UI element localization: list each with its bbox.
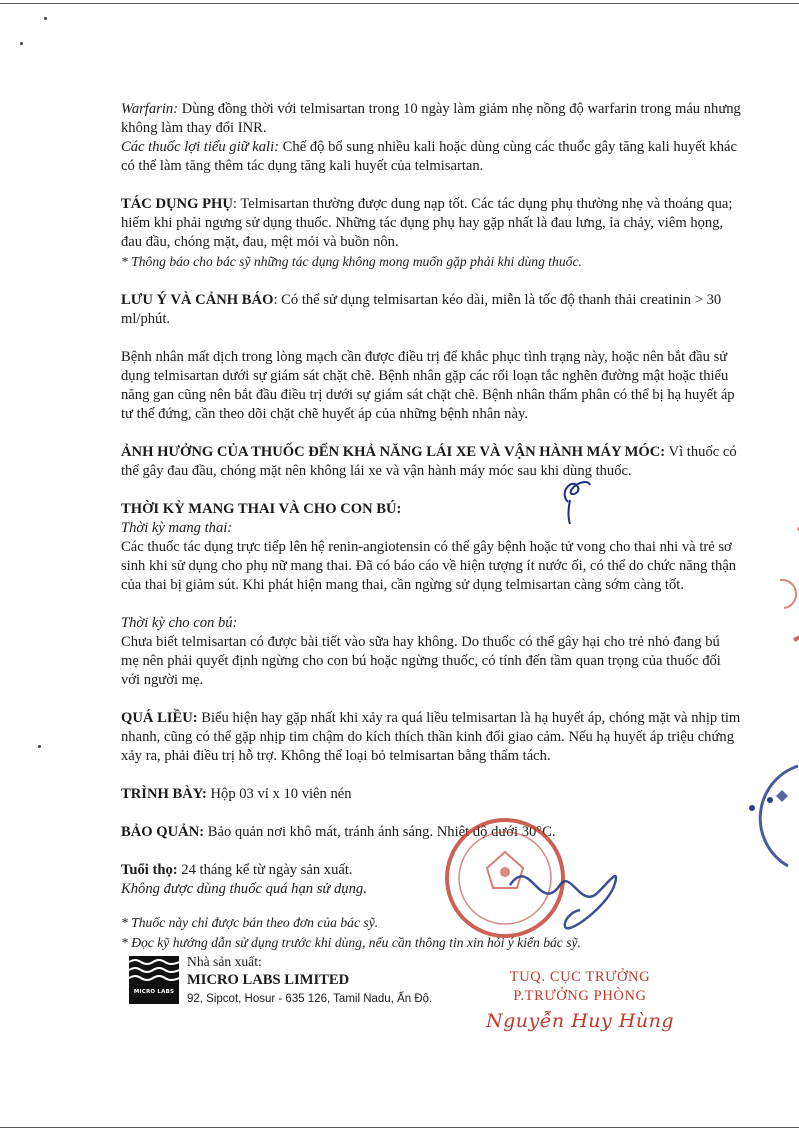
paragraph-text: : Có thể sử dụng telmisartan kéo dài, miễn là tốc độ thanh thải creatinin > 30 ml/phút. [121,292,722,327]
leaflet-paragraph [121,785,741,804]
scan-speck [20,42,23,45]
leaflet-paragraph [121,138,741,176]
section-gap [121,766,741,785]
paragraph-text: Không được dùng thuốc quá hạn sử dụng. [121,881,367,897]
section-heading: THỜI KỲ MANG THAI VÀ CHO CON BÚ: [121,501,402,517]
section-gap [121,424,741,443]
paragraph-text: Warfarin: [121,101,179,117]
section-gap [121,595,741,614]
section-gap [121,176,741,195]
signer-title-line-2: P.TRƯỞNG PHÒNG [513,988,647,1004]
paragraph-text: Các thuốc tác dụng trực tiếp lên hệ renin-angiotensin có thể gây bệnh hoặc tử vong cho thai nhi và trẻ sơ sinh khi sử dụng cho phụ nữ mang thai. Đã có báo cáo về hiện tượng ít nước ối, có thể do chức năng thận của thai bị giảm sút. Khi phát hiện mang thai, cần ngừng sử dụng telmisartan càng sớm càng tốt. [121,539,737,593]
paragraph-text: Biểu hiện hay gặp nhất khi xảy ra quá liều telmisartan là hạ huyết áp, chóng mặt và nhịp tim nhanh, cũng có thể gặp nhịp tim chậm do kích thích thần kinh đối giao cảm. Nếu hạ huyết áp triệu chứng xảy ra, phải điều trị hỗ trợ. Không thể loại bỏ telmisartan bằng thẩm tách. [121,710,741,764]
red-edge-stamp [720,520,799,650]
paragraph-text: Bảo quản nơi khô mát, tránh ánh sáng. Nhiệt độ dưới 30°C. [204,824,556,840]
paragraph-text: 24 tháng kể từ ngày sản xuất. [177,862,353,878]
logo-text: MICRO LABS [133,989,175,995]
section-gap [121,481,741,500]
paragraph-text: Vì thuốc có thể gây đau đầu, chóng mặt nên không lái xe và vận hành máy móc sau khi dùng thuốc. [121,444,737,479]
signer-title-line-1: TUQ. CỤC TRƯỞNG [509,969,651,985]
section-heading: ẢNH HƯỞNG CỦA THUỐC ĐẾN KHẢ NĂNG LÁI XE VÀ VẬN HÀNH MÁY MÓC: [121,444,666,460]
manufacturer-address: 92, Sipcot, Hosur - 635 126, Tamil Nadu, Ấn Độ. [187,993,433,1005]
bottom-scan-edge [0,1127,799,1128]
note-text: * Thuốc này chỉ được bán theo đơn của bác sỹ. [121,915,379,930]
leaflet-paragraph [121,538,741,595]
scan-speck [38,745,41,748]
initial-mark [548,472,593,527]
section-gap [121,690,741,709]
leaflet-paragraph [121,500,741,519]
approval-signature-block [480,968,680,1031]
manufacturer-block [129,952,459,1012]
note-text: * Thông báo cho bác sỹ những tác dụng không mong muốn gặp phải khi dùng thuốc. [121,254,582,269]
paragraph-text: Chế độ bổ sung nhiều kali hoặc dùng cùng các thuốc gây tăng kali huyết khác có thể làm tăng thêm tác dụng tăng kali huyết của telmisartan. [121,139,737,174]
section-heading: TRÌNH BÀY: [121,786,207,802]
section-heading: BẢO QUẢN: [121,824,205,840]
paragraph-text: Hộp 03 vỉ x 10 viên nén [206,786,352,802]
section-heading: QUÁ LIỀU: [121,710,198,726]
note-text: * Đọc kỹ hướng dẫn sử dụng trước khi dùng, nếu cần thông tin xin hỏi ý kiến bác sỹ. [121,935,581,950]
paragraph-text: : Telmisartan thường được dung nạp tốt. Các tác dụng phụ thường nhẹ và thoáng qua; hiếm khi phải ngưng sử dụng thuốc. Những tác dụng phụ hay gặp nhất là đau lưng, ỉa chảy, viêm họng, đau đầu, chóng mặt, đau, mệt mỏi và buồn nôn. [121,196,733,250]
section-heading: Tuổi thọ: [121,862,178,878]
leaflet-paragraph [121,291,741,329]
leaflet-paragraph [121,195,741,252]
scan-speck [44,17,47,20]
blue-company-stamp [712,760,799,870]
leaflet-paragraph [121,519,741,538]
leaflet-paragraph [121,614,741,633]
manufacturer-label: Nhà sản xuất: [187,954,262,969]
paragraph-text: Thời kỳ mang thai: [121,520,233,536]
leaflet-paragraph [121,709,741,766]
section-gap [121,329,741,348]
paragraph-text: Các thuốc lợi tiểu giữ kali: [121,139,280,155]
leaflet-paragraph [121,443,741,481]
section-gap [121,272,741,291]
leaflet-paragraph [121,348,741,424]
paragraph-text: Bệnh nhân mất dịch trong lòng mạch cần được điều trị để khắc phục tình trạng này, hoặc nên bắt đầu sử dụng telmisartan dưới sự giám sát chặt chẽ. Bệnh nhân gặp các rối loạn tắc nghẽn đường mật hoặc thiểu năng gan cũng nên bắt đầu điều trị dưới sự giám sát chặt chẽ. Bệnh nhân thẩm phân có thể bị hạ huyết áp tư thế đứng, cần theo dõi chặt chẽ huyết áp của những bệnh nhân này. [121,349,735,422]
section-heading: TÁC DỤNG PHỤ [121,196,233,212]
paragraph-text: Dùng đồng thời với telmisartan trong 10 ngày làm giảm nhẹ nồng độ warfarin trong máu nhưng không làm thay đổi INR. [121,101,741,136]
signer-name: Nguyễn Huy Hùng [485,1010,674,1032]
micro-labs-logo [129,956,179,1004]
manufacturer-name: MICRO LABS LIMITED [187,972,350,988]
signature-scribble-official [500,845,630,935]
paragraph-text: Thời kỳ cho con bú: [121,615,238,631]
leaflet-paragraph [121,100,741,138]
top-scan-edge [0,3,799,4]
paragraph-text: Chưa biết telmisartan có được bài tiết vào sữa hay không. Do thuốc có thể gây hại cho trẻ nhỏ đang bú mẹ nên phải quyết định ngừng cho con bú hoặc ngừng thuốc, có tính đến tầm quan trọng của thuốc đối với người mẹ. [121,634,721,688]
leaflet-paragraph [121,252,741,272]
section-heading: LƯU Ý VÀ CẢNH BÁO [121,292,274,308]
leaflet-paragraph [121,633,741,690]
